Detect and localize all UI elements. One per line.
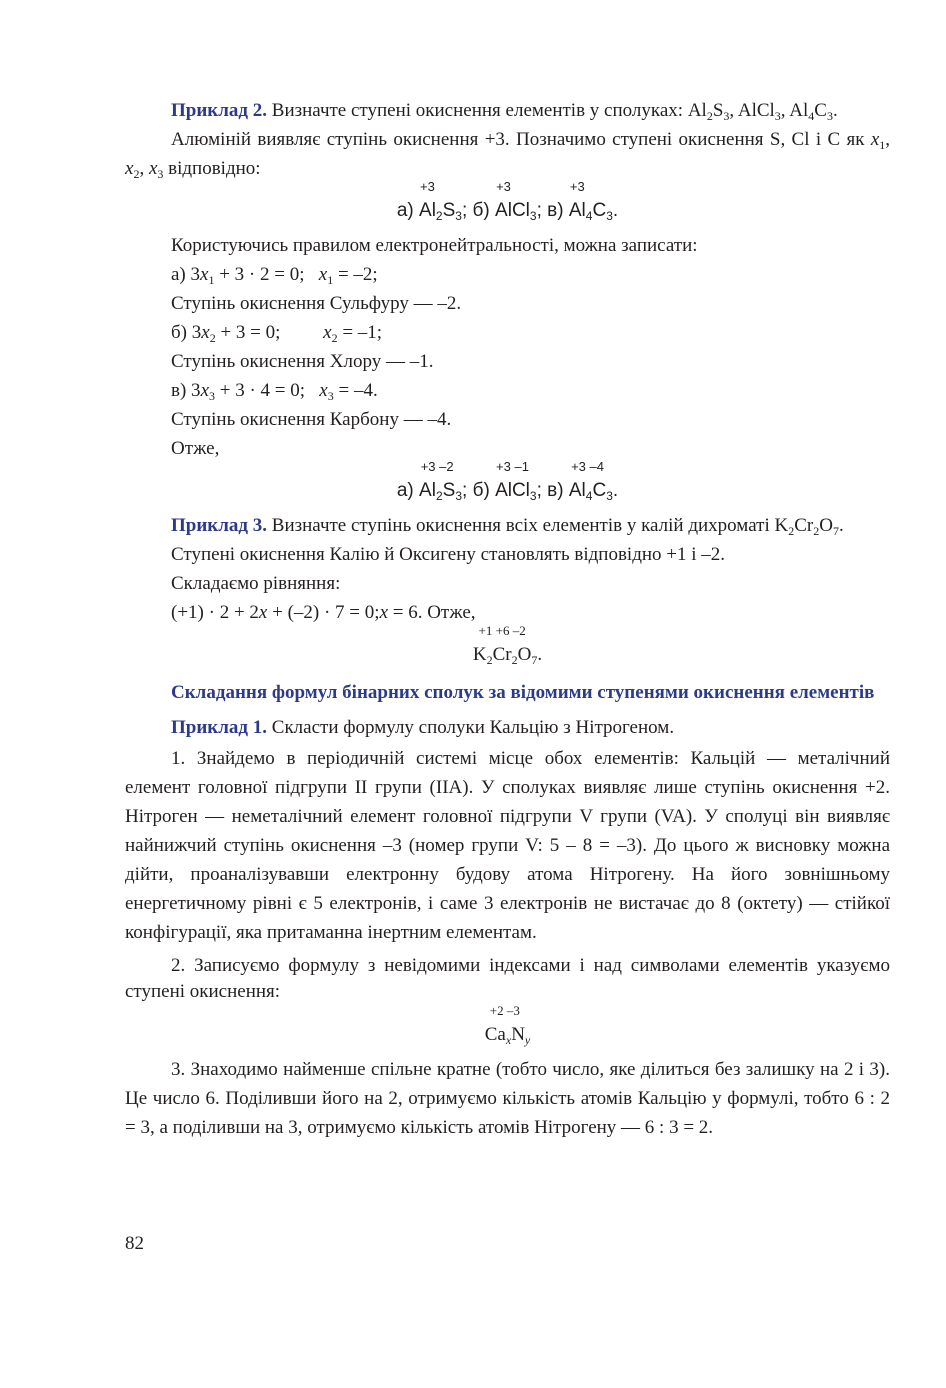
formula-al2s3: +3 Al bbox=[419, 179, 436, 221]
example-2-label: Приклад 2. bbox=[171, 100, 268, 121]
example-2-rule: Користуючись правилом електронейтральності, можна записати: bbox=[171, 235, 698, 256]
example-1-task bbox=[125, 713, 890, 742]
formula-al4c3: +3 Al bbox=[568, 179, 586, 221]
step-2: 2. Записуємо формулу з невідомими індексами і над символами елементів указуємо ступені окиснення: bbox=[125, 955, 890, 1002]
formula-line-oxidation-known: а) +3 –2 $Al_2S_3$; б) +3 –1 AlCl$_3$; в) +3 –4 $Al_4C_3$. bbox=[396, 459, 619, 503]
formula-al2s3-full: +3 –2 $Al_2S$ bbox=[419, 459, 456, 503]
step-1: 1. Знайдемо в періодичній системі місце обох елементів: Кальцій — металічний елемент головної підгрупи II групи (IIA). У сполуках виявляє лише ступінь окиснення +2. Нітроген — неметалічний елемент головної підгрупи V групи (VA). У сполуці він виявляє найнижчий ступінь окиснення –3 (номер групи V: 5 – 8 = –3). До цього ж висновку можна дійти, проаналізувавши електронну будову атома Нітрогену. На його зовнішньому енергетичному рівні є 5 електронів, і саме 3 електронів не вистачає до 8 (октету) — стійкої конфігурації, яка притаманна інертним елементам. bbox=[125, 748, 890, 943]
example-1-task-text: Скласти формулу сполуки Кальцію з Нітрогеном. bbox=[271, 717, 675, 738]
result-c: Ступінь окиснення Карбону — –4. bbox=[171, 409, 452, 430]
result-a: Ступінь окиснення Сульфуру — –2. bbox=[171, 293, 462, 314]
formula-k2cr2o7: +1 +6 –2 $K_2Cr_2O_7$. bbox=[472, 623, 543, 667]
equation-b: б) $3x_2 + 3 = 0$; $x_2 = -1$; bbox=[171, 322, 383, 345]
formula-alcl3-full: +3 –1 AlCl bbox=[495, 459, 530, 501]
step-3: 3. Знаходимо найменше спільне кратне (тобто число, яке ділиться без залишку на 2 і 3). Це число 6. Поділивши його на 2, отримуємо кількість атомів Кальцію у формулі, тобто 6 : 2 = 3, а поділивши на 3, отримуємо кількість атомів Нітрогену — 6 : 3 = 2. bbox=[125, 1059, 890, 1138]
formula-line-oxidation-unknown: а) +3 $Al_2S_3$; б) +3 AlCl$_3$; в) +3 $Al_4C_3$. bbox=[396, 179, 619, 223]
example-2-task: Приклад 2. Визначте ступені окиснення елементів у сполуках: $Al_2S_3$, AlCl$_3$, $Al_4C_3$. bbox=[171, 100, 838, 123]
example-3-label: Приклад 3. bbox=[171, 515, 268, 536]
textbook-page bbox=[125, 96, 890, 1142]
example-1-label: Приклад 1. bbox=[171, 717, 268, 738]
page-number: 82 bbox=[125, 1233, 144, 1254]
equation-c: в) $3x_3 + 3 \cdot 4 = 0$; $x_3 = -4$. bbox=[171, 380, 378, 403]
example-3-task-text: Визначте ступінь окиснення всіх елементів у калій дихроматі bbox=[271, 515, 770, 536]
example-3-task: Приклад 3. Визначте ступінь окиснення всіх елементів у калій дихроматі $K_2Cr_2O_7$. bbox=[171, 515, 844, 538]
result-b: Ступінь окиснення Хлору — –1. bbox=[171, 351, 434, 372]
example-3-compose: Складаємо рівняння: bbox=[171, 573, 341, 594]
example-2-task-text: Визначте ступені окиснення елементів у сполуках: bbox=[271, 100, 684, 121]
example-2-intro: Алюміній виявляє ступінь окиснення +3. Позначимо ступені окиснення S, Cl і C як $x_1$, $x_2$, $x_3$ відповідно: bbox=[125, 129, 891, 181]
formula-caxny: +2 –3 $Ca_xN_y$ bbox=[484, 1003, 531, 1047]
equation-a: а) $3x_1 + 3 \cdot 2 = 0$; $x_1 = -2$; bbox=[171, 264, 378, 287]
formula-al4c3-full: +3 –4 $Al_4C$ bbox=[568, 459, 607, 503]
example-3-equation: (+1) · 2 + 2x + (–2) · 7 = 0;x = 6. Отже, bbox=[171, 602, 476, 623]
example-3-known: Ступені окиснення Калію й Оксигену становлять відповідно +1 і –2. bbox=[171, 544, 726, 565]
formula-alcl3: +3 Al bbox=[495, 179, 512, 221]
therefore: Отже, bbox=[171, 438, 220, 459]
section-heading: Складання формул бінарних сполук за відомими ступенями окиснення елементів bbox=[171, 682, 875, 703]
